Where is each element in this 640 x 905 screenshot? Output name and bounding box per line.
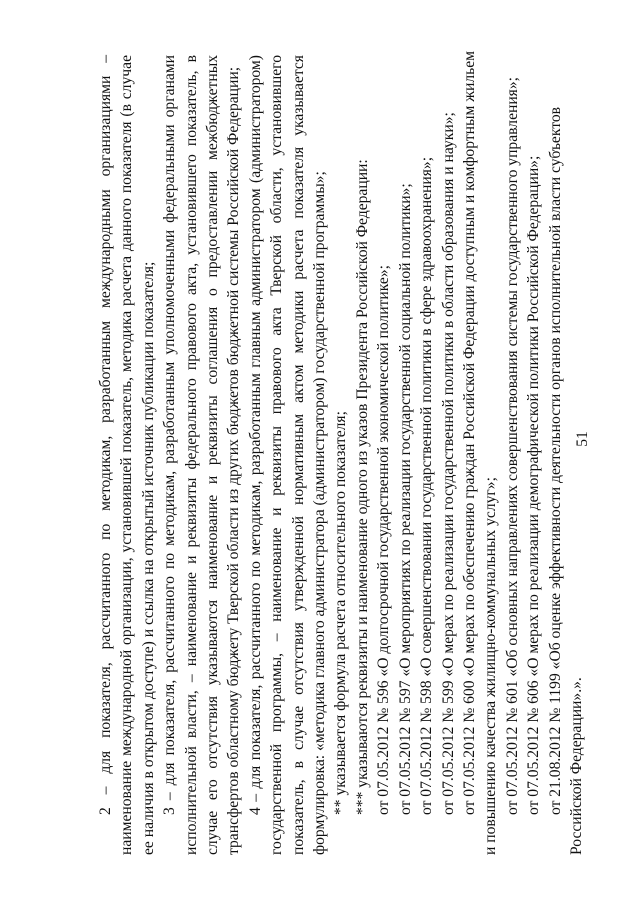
decree-598: от 07.05.2012 № 598 «О совершенствовании государственной политики в сфере здравоохранения»; bbox=[418, 156, 436, 815]
footnote-formula: ** указывается формула расчета относительного показателя; bbox=[332, 411, 350, 815]
decree-606: от 07.05.2012 № 606 «О мерах по реализации демографической политики Российской Федерации»; bbox=[525, 155, 543, 815]
decree-596: от 07.05.2012 № 596 «О долгосрочной государственной экономической политике»; bbox=[375, 265, 393, 815]
decree-601: от 07.05.2012 № 601 «Об основных направлениях совершенствования системы государственного управления»; bbox=[503, 77, 521, 815]
paragraph-item-2: 2 – для показателя, рассчитанного по методикам, разработанным международными организациями – наименование международной организации, установившей показатель, методика расчета данного показателя (в случае ее наличия в открытом доступе) и ссылка на открытый источник публикации показателя; bbox=[97, 55, 157, 855]
decree-600-continuation: и повышению качества жилищно-коммунальных услуг»; bbox=[482, 477, 500, 855]
paragraph-item-3: 3 – для показателя, рассчитанного по методикам, разработанным уполномоченными федеральными органами исполнительной власти, – наименование и реквизиты федерального правового акта, установившего показатель, в случае его отсутствия указываются наименование и реквизиты соглашения о предоставлении межбюджетных трансфертов областному бюджету Тверской области из других бюджетов бюджетной системы Российской Федерации; bbox=[161, 55, 243, 855]
page-number: 51 bbox=[574, 431, 591, 447]
footnote-decrees-intro: *** указываются реквизиты и наименование одного из указов Президента Российской Федерации: bbox=[353, 159, 371, 815]
decree-597: от 07.05.2012 № 597 «О мероприятиях по реализации государственной социальной политики»; bbox=[396, 183, 414, 815]
paragraph-item-4: 4 – для показателя, рассчитанного по методикам, разработанным главным администратором (администратором) государственной программы, – наименование и реквизиты правового акта Тверской области, установившего показатель, в случае отсутствия утвержденной нормативным актом методики расчета показателя указывается формулировка: «методика главного администратора (администратором) государственной программы»; bbox=[246, 55, 329, 855]
decree-600: от 07.05.2012 № 600 «О мерах по обеспечению граждан Российской Федерации доступным и комфортным жильем bbox=[460, 50, 478, 815]
decree-1199-continuation: Российской Федерации».». bbox=[567, 677, 585, 855]
decree-599: от 07.05.2012 № 599 «О мерах по реализации государственной политики в области образования и науки»; bbox=[439, 112, 457, 815]
decree-1199: от 21.08.2012 № 1199 «Об оценке эффективности деятельности органов исполнительной власти субъектов bbox=[546, 107, 564, 815]
